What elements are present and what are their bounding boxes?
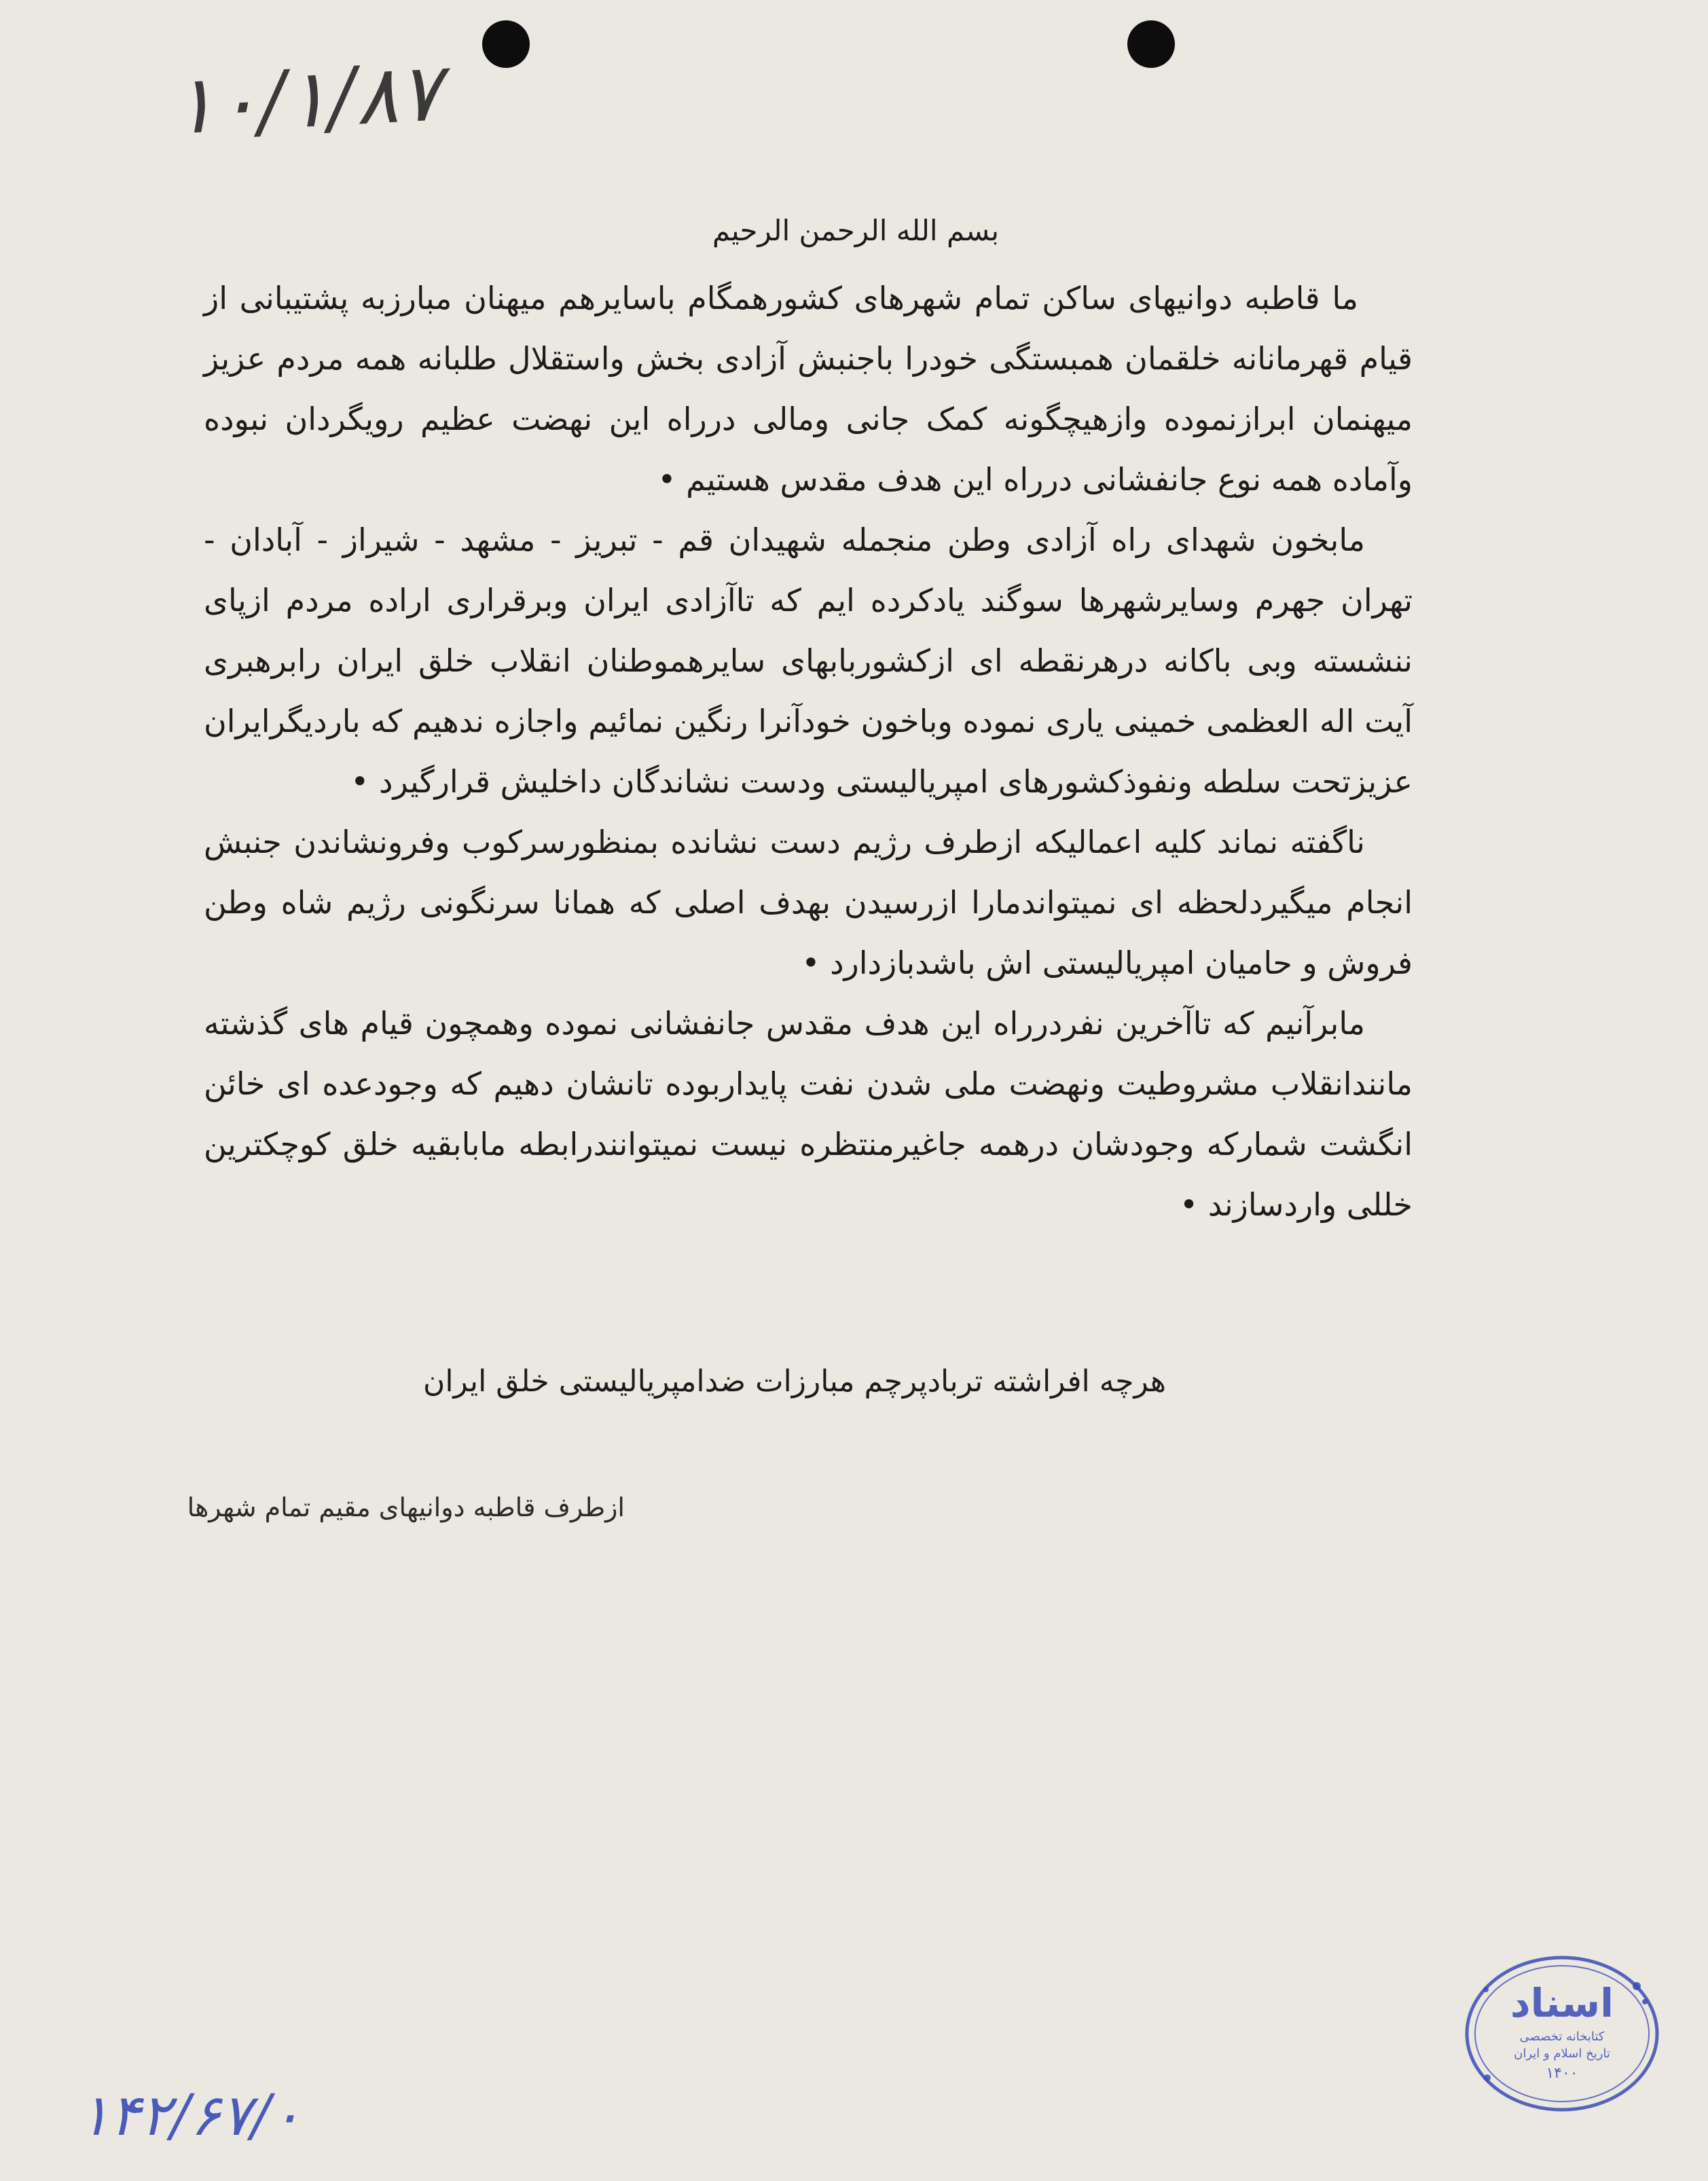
stamp-line-3: ۱۴۰۰: [1546, 2065, 1578, 2082]
archive-stamp: [1460, 1949, 1664, 2119]
paragraph-4: مابرآنیم که تاآخرین نفردرراه این هدف مقدس جانفشانی نموده وهمچون قیام های گذشته مانندانقلاب مشروطیت ونهضت ملی شدن نفت پایداربوده تانشان دهیم که وجودعده ای خائن انگشت شمارکه وجودشان درهمه جاغیرمنتظره نیست نمیتوانندرابطه مابابقیه خلق کوچکترین خللی واردسازند •: [204, 1005, 1413, 1223]
letter-body: [204, 268, 1413, 1235]
stamp-line-1: کتابخانه تخصصی: [1519, 2030, 1605, 2044]
stamp-line-2: تاریخ اسلام و ایران: [1514, 2047, 1610, 2061]
closing-slogan: هرچه افراشته تربادپرچم مبارزات ضدامپریالیستی خلق ایران: [423, 1364, 1166, 1399]
punch-hole-right: [1127, 20, 1175, 68]
punch-hole-left: [482, 20, 530, 68]
signature-line: ازطرف قاطبه دوانیهای مقیم تمام شهرها: [187, 1492, 625, 1522]
archive-number: ۱۴۲/۶۷/۰: [79, 2082, 302, 2148]
paragraph-2: مابخون شهدای راه آزادی وطن منجمله شهیدان قم - تبریز - مشهد - شیراز - آبادان - تهران جهرم وسایرشهرها سوگند یادکرده ایم که تاآزادی ایران وبرقراری اراده مردم ازپای ننشسته وبی باکانه درهرنقطه ای ازکشوربابهای سایرهموطنان انقلاب خلق ایران رابرهبری آیت اله العظمی خمینی یاری نموده وباخون خودآنرا رنگین نمائیم واجازه ندهیم که باردیگرایران عزیزتحت سلطه ونفوذکشورهای امپریالیستی ودست نشاندگان داخلیش قرارگیرد •: [204, 521, 1413, 800]
paragraph-1: ما قاطبه دوانیهای ساکن تمام شهرهای کشورهمگام باسایرهم میهنان مبارزبه پشتیبانی از قیام قهرمانانه خلقمان همبستگی خودرا باجنبش آزادی بخش واستقلال طلبانه همه مردم عزیز میهنمان ابرازنموده وازهیچگونه کمک جانی ومالی درراه این نهضت عظیم رویگردان نبوده وآماده همه نوع جانفشانی درراه این هدف مقدس هستیم •: [204, 280, 1413, 498]
stamp-main-text: اسناد: [1510, 1980, 1614, 2026]
basmala-heading: بسم الله الرحمن الرحیم: [712, 214, 1000, 247]
handwritten-date: ۱۰/۱/۸۷: [170, 45, 444, 153]
paragraph-3: ناگفته نماند کلیه اعمالیکه ازطرف رژیم دست نشانده بمنظورسرکوب وفرونشاندن جنبش انجام میگیردلحظه ای نمیتواندمارا ازرسیدن بهدف اصلی که همانا سرنگونی رژیم شاه وطن فروش و حامیان امپریالیستی اش باشدبازدارد •: [204, 824, 1413, 981]
